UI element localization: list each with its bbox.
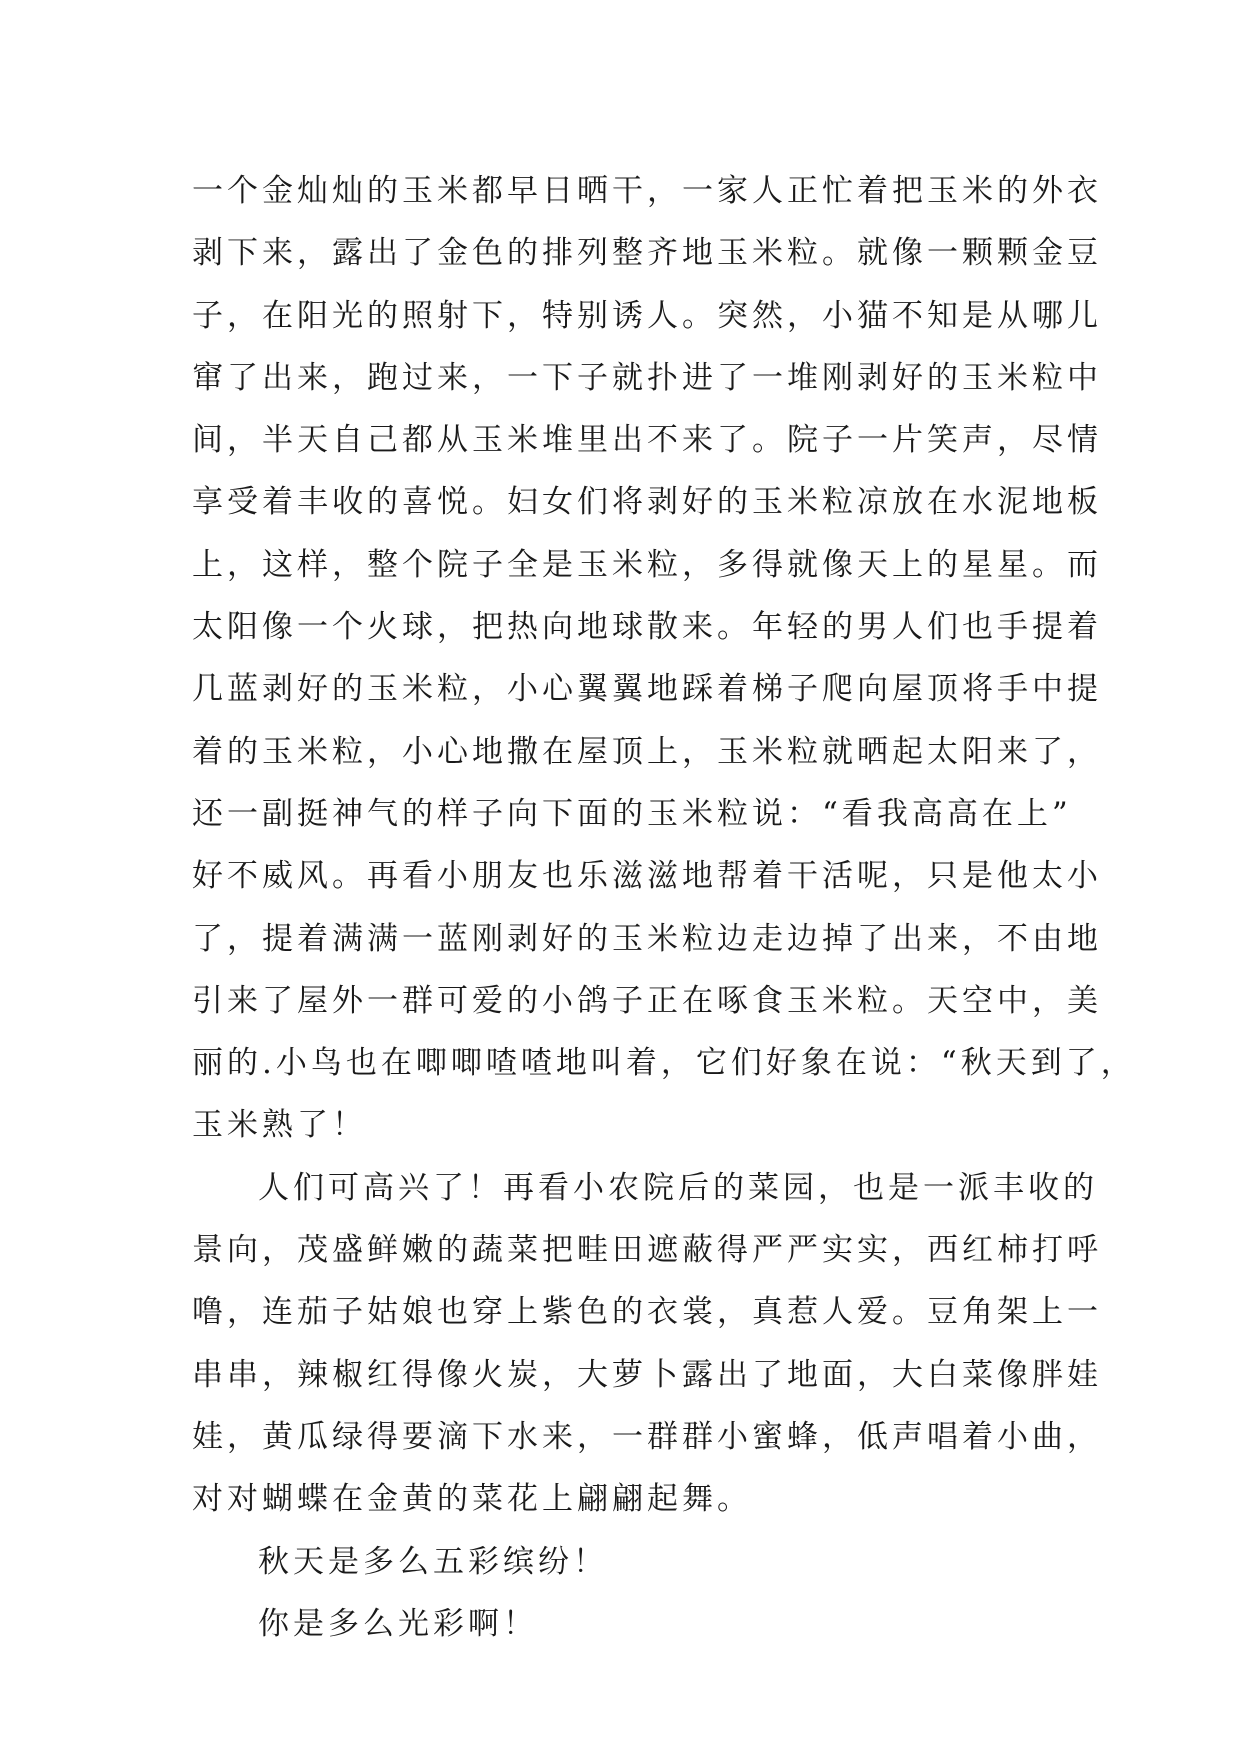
text-line: 丽的.小鸟也在唧唧喳喳地叫着，它们好象在说：“秋天到了，	[192, 1045, 1136, 1082]
document-body	[192, 160, 1136, 1655]
text-line: 剥下来，露出了金色的排列整齐地玉米粒。就像一颗颗金豆	[192, 235, 1102, 272]
text-line: 噜，连茄子姑娘也穿上紫色的衣裳，真惹人爱。豆角架上一	[192, 1294, 1102, 1331]
text-line: 着的玉米粒，小心地撒在屋顶上，玉米粒就晒起太阳来了，	[192, 733, 1102, 770]
text-line: 一个金灿灿的玉米都早日晒干，一家人正忙着把玉米的外衣	[192, 173, 1102, 209]
text-line: 几蓝剥好的玉米粒，小心翼翼地踩着梯子爬向屋顶将手中提	[192, 671, 1102, 708]
text-line: 间，半天自己都从玉米堆里出不来了。院子一片笑声，尽情	[192, 422, 1102, 459]
text-line: 玉米熟了！	[192, 1107, 367, 1144]
text-line: 窜了出来，跑过来，一下子就扑进了一堆刚剥好的玉米粒中	[192, 359, 1102, 396]
text-line: 景向，茂盛鲜嫩的蔬菜把畦田遮蔽得严严实实，西红柿打呼	[192, 1232, 1102, 1269]
text-line: 娃，黄瓜绿得要滴下水来，一群群小蜜蜂，低声唱着小曲，	[192, 1418, 1102, 1455]
paragraph-start-line: 你是多么光彩啊！	[258, 1605, 538, 1642]
text-line: 引来了屋外一群可爱的小鸽子正在啄食玉米粒。天空中，美	[192, 982, 1102, 1019]
text-line: 串串，辣椒红得像火炭，大萝卜露出了地面，大白菜像胖娃	[192, 1356, 1102, 1393]
text-line: 好不威风。再看小朋友也乐滋滋地帮着干活呢，只是他太小	[192, 858, 1102, 895]
paragraph-start-line: 秋天是多么五彩缤纷！	[258, 1543, 608, 1580]
paragraph-start-line: 人们可高兴了！再看小农院后的菜园，也是一派丰收的	[258, 1169, 1098, 1206]
text-line: 子，在阳光的照射下，特别诱人。突然，小猫不知是从哪儿	[192, 297, 1102, 334]
text-line: 上，这样，整个院子全是玉米粒，多得就像天上的星星。而	[192, 546, 1102, 583]
text-line: 还一副挺神气的样子向下面的玉米粒说：“看我高高在上”	[192, 795, 1072, 832]
text-line: 太阳像一个火球，把热向地球散来。年轻的男人们也手提着	[192, 609, 1102, 646]
text-line: 了，提着满满一蓝刚剥好的玉米粒边走边掉了出来，不由地	[192, 920, 1102, 957]
text-line: 享受着丰收的喜悦。妇女们将剥好的玉米粒凉放在水泥地板	[192, 484, 1102, 521]
text-line: 对对蝴蝶在金黄的菜花上翩翩起舞。	[192, 1481, 752, 1518]
